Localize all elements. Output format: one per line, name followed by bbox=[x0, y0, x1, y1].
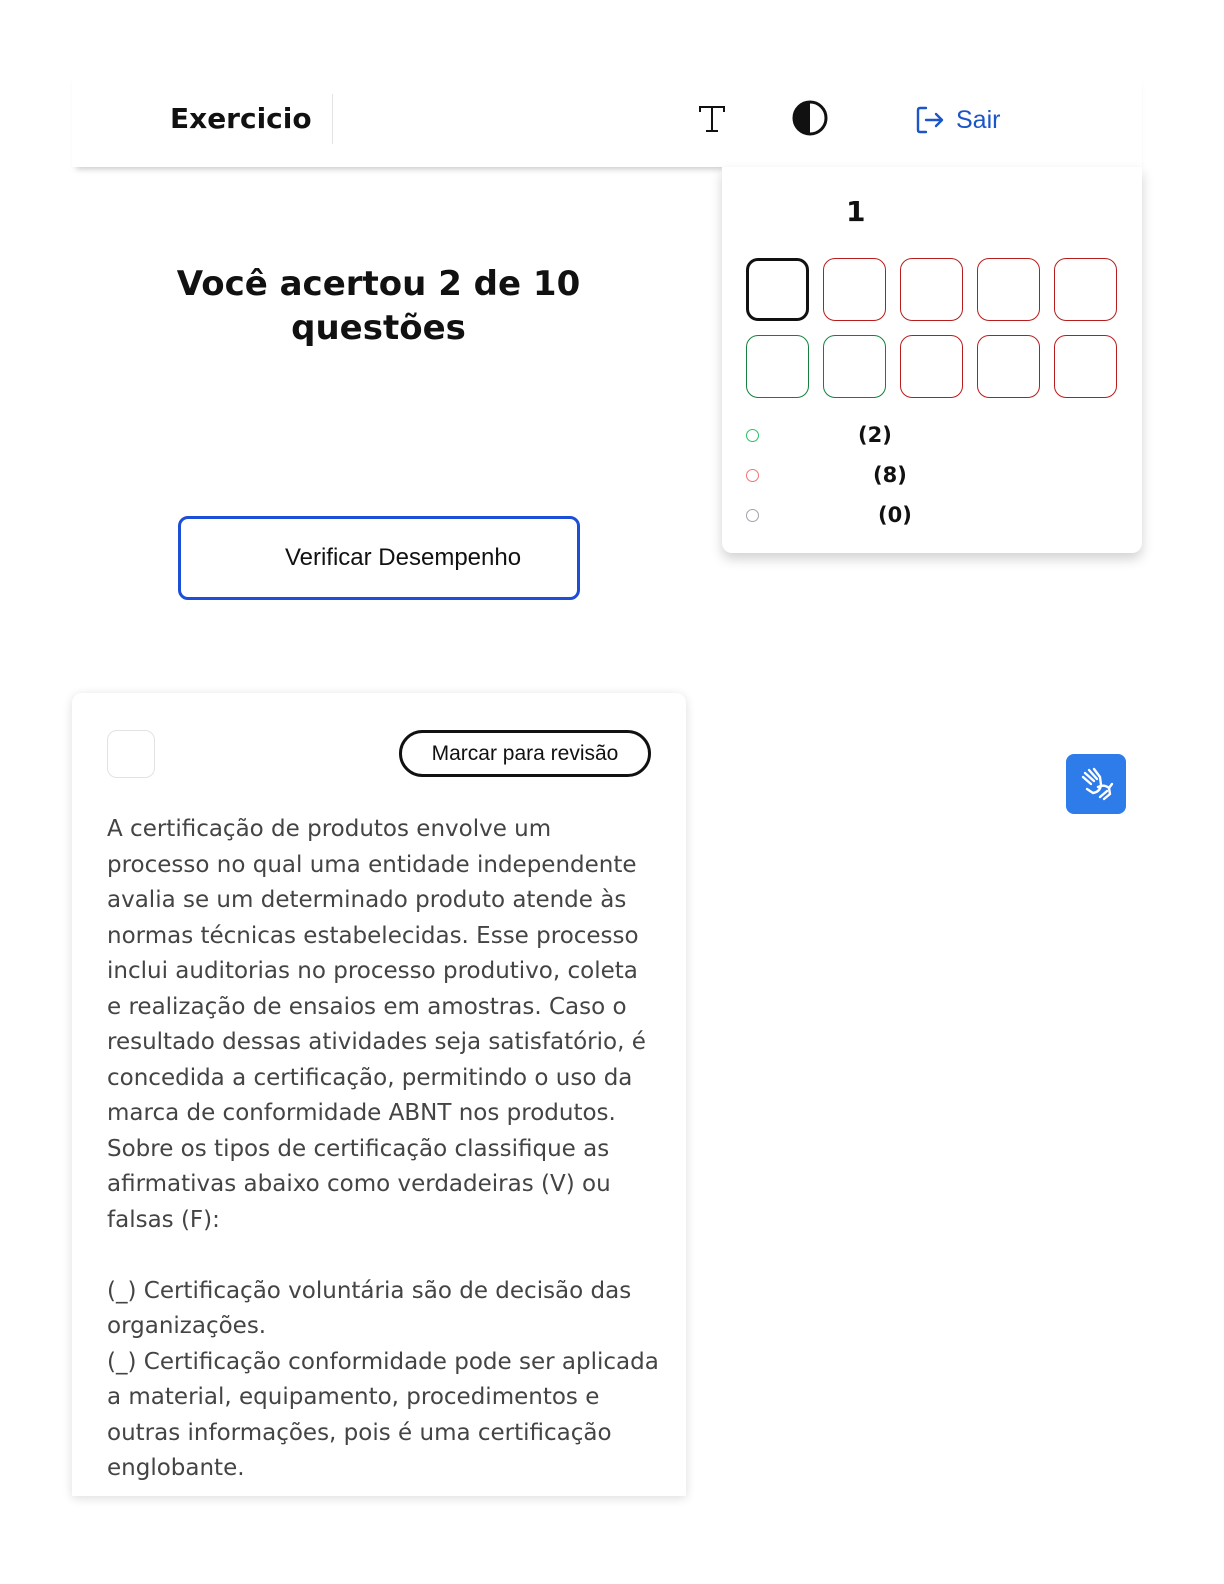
question-box-6[interactable] bbox=[746, 335, 809, 398]
legend-correct bbox=[746, 423, 1126, 463]
contrast-button[interactable] bbox=[790, 98, 830, 138]
logout-icon bbox=[914, 104, 946, 136]
libras-accessibility-button[interactable] bbox=[1066, 754, 1126, 814]
font-size-icon bbox=[696, 102, 728, 134]
legend-dot-wrong bbox=[746, 469, 759, 482]
top-header bbox=[72, 72, 1142, 167]
contrast-icon bbox=[791, 99, 829, 137]
legend-wrong bbox=[746, 463, 1126, 503]
legend bbox=[746, 423, 1126, 543]
question-grid bbox=[746, 258, 1117, 398]
legend-unanswered bbox=[746, 503, 1126, 543]
question-box-7[interactable] bbox=[823, 335, 886, 398]
question-box-10[interactable] bbox=[1054, 335, 1117, 398]
header-divider bbox=[332, 94, 333, 144]
mark-for-review-button[interactable]: Marcar para revisão bbox=[399, 730, 651, 777]
result-title: Você acertou 2 de 10 questões bbox=[176, 264, 581, 348]
question-box-2[interactable] bbox=[823, 258, 886, 321]
question-box-9[interactable] bbox=[977, 335, 1040, 398]
current-question-number: 1 bbox=[846, 195, 866, 228]
question-card bbox=[72, 693, 686, 1496]
logout-button[interactable] bbox=[914, 100, 1000, 140]
question-navigation-panel bbox=[722, 167, 1142, 553]
question-box-5[interactable] bbox=[1054, 258, 1117, 321]
sign-language-hands-icon bbox=[1076, 764, 1116, 804]
question-text: A certificação de produtos envolve um processo no qual uma entidade independente avalia se um determinado produto atende às normas técnicas estabelecidas. Esse processo inclui auditorias no processo produtivo, coleta e realização de ensaios em amostras. Caso o resultado dessas atividades seja satisfatório, é concedida a certificação, permitindo o uso da marca de conformidade ABNT nos produtos. Sobre os tipos de certificação classifique as afirmativas abaixo como verdadeiras (V) ou falsas (F): (_) Certificação voluntária são de decisão das organizações. (_) Certificação conformidade pode ser aplicada a material, equipamento, procedimentos e outras informações, pois é uma certificação englobante. bbox=[107, 816, 659, 1481]
question-checkbox[interactable] bbox=[107, 730, 155, 778]
logout-label: Sair bbox=[956, 105, 1001, 134]
question-box-1[interactable] bbox=[746, 258, 809, 321]
legend-dot-correct bbox=[746, 429, 759, 442]
legend-count-correct: (2) bbox=[858, 423, 892, 447]
legend-dot-unanswered bbox=[746, 509, 759, 522]
question-box-4[interactable] bbox=[977, 258, 1040, 321]
verify-performance-button[interactable]: Verificar Desempenho bbox=[178, 516, 580, 600]
question-box-3[interactable] bbox=[900, 258, 963, 321]
page-title: Exercicio bbox=[170, 102, 312, 135]
legend-count-wrong: (8) bbox=[873, 463, 907, 487]
legend-count-unanswered: (0) bbox=[878, 503, 912, 527]
question-box-8[interactable] bbox=[900, 335, 963, 398]
font-size-button[interactable] bbox=[692, 98, 732, 138]
